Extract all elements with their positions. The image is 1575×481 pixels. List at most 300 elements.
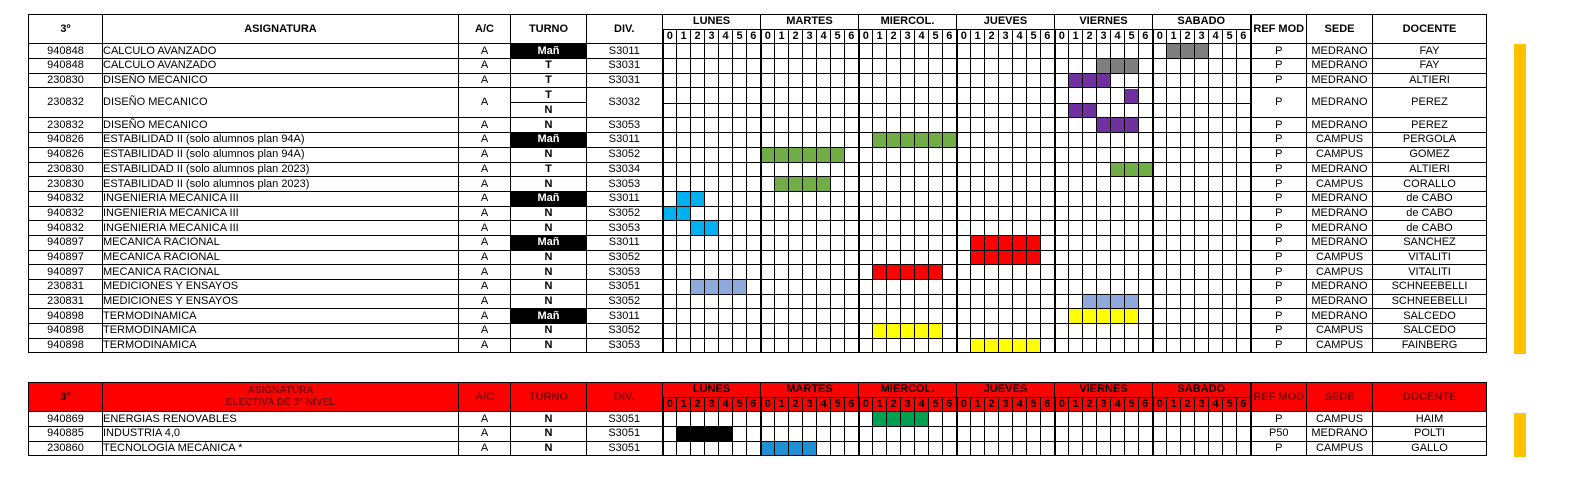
ac-value: A xyxy=(459,324,511,339)
time-slot xyxy=(957,338,971,353)
time-slot xyxy=(1041,309,1055,324)
time-slot xyxy=(789,250,803,265)
time-slot xyxy=(1209,250,1223,265)
class-block xyxy=(915,324,929,339)
time-slot xyxy=(957,118,971,133)
time-slot xyxy=(719,324,733,339)
hour-header: 0 xyxy=(1153,397,1167,412)
time-slot xyxy=(691,73,705,88)
time-slot xyxy=(943,265,957,280)
time-slot xyxy=(1237,280,1251,295)
time-slot xyxy=(733,88,747,118)
ac-value: A xyxy=(459,280,511,295)
hour-header: 4 xyxy=(817,397,831,412)
ac-value: A xyxy=(459,221,511,236)
ac-value: A xyxy=(459,309,511,324)
time-slot xyxy=(943,147,957,162)
time-slot xyxy=(1055,88,1069,118)
time-slot xyxy=(887,88,901,118)
class-block xyxy=(1013,235,1027,250)
time-slot xyxy=(845,235,859,250)
sede-value: CAMPUS xyxy=(1307,250,1373,265)
subject-code: 940897 xyxy=(29,265,103,280)
time-slot xyxy=(1041,59,1055,74)
time-slot xyxy=(1181,412,1195,427)
time-slot xyxy=(1083,133,1097,148)
time-slot xyxy=(747,133,761,148)
day-header: MARTES xyxy=(761,383,859,398)
time-slot xyxy=(1125,44,1139,59)
class-block xyxy=(901,324,915,339)
turno-value xyxy=(511,88,587,118)
time-slot xyxy=(663,338,677,353)
time-slot xyxy=(873,221,887,236)
sede-value: CAMPUS xyxy=(1307,412,1373,427)
time-slot xyxy=(761,250,775,265)
time-slot xyxy=(1083,265,1097,280)
time-slot xyxy=(1083,250,1097,265)
subject-code: 940898 xyxy=(29,309,103,324)
class-block xyxy=(789,441,803,456)
time-slot xyxy=(663,73,677,88)
time-slot xyxy=(1097,412,1111,427)
time-slot xyxy=(887,147,901,162)
time-slot xyxy=(1195,324,1209,339)
time-slot xyxy=(1167,309,1181,324)
time-slot xyxy=(1041,177,1055,192)
time-slot xyxy=(1181,73,1195,88)
sede-value: MEDRANO xyxy=(1307,221,1373,236)
hour-header: 0 xyxy=(663,29,677,44)
time-slot xyxy=(985,309,999,324)
time-slot xyxy=(845,294,859,309)
time-slot xyxy=(859,88,873,118)
time-slot xyxy=(943,250,957,265)
time-slot xyxy=(985,177,999,192)
time-slot xyxy=(775,309,789,324)
class-block xyxy=(985,250,999,265)
class-block xyxy=(1111,294,1125,309)
ref-mod-value: P xyxy=(1251,280,1307,295)
time-slot xyxy=(1209,177,1223,192)
time-slot xyxy=(705,44,719,59)
time-slot xyxy=(1223,280,1237,295)
time-slot xyxy=(873,441,887,456)
time-slot xyxy=(719,221,733,236)
time-slot xyxy=(1181,427,1195,442)
time-slot xyxy=(775,250,789,265)
time-slot xyxy=(691,162,705,177)
time-slot xyxy=(999,280,1013,295)
class-block xyxy=(1125,59,1139,74)
time-slot xyxy=(733,191,747,206)
day-header: JUEVES xyxy=(957,383,1055,398)
time-slot xyxy=(677,177,691,192)
time-slot xyxy=(971,412,985,427)
time-slot xyxy=(1223,147,1237,162)
time-slot xyxy=(747,294,761,309)
hour-header: 5 xyxy=(929,397,943,412)
time-slot xyxy=(747,427,761,442)
hour-header: 4 xyxy=(1209,29,1223,44)
time-slot xyxy=(1181,191,1195,206)
ac-value: A xyxy=(459,177,511,192)
class-block xyxy=(1097,309,1111,324)
time-slot xyxy=(1013,118,1027,133)
time-slot xyxy=(1223,235,1237,250)
time-slot xyxy=(1111,88,1125,118)
time-slot xyxy=(677,147,691,162)
time-slot xyxy=(691,309,705,324)
time-slot xyxy=(999,59,1013,74)
time-slot xyxy=(859,235,873,250)
turno-item: T xyxy=(545,89,552,102)
class-block xyxy=(873,324,887,339)
time-slot xyxy=(1041,441,1055,456)
time-slot xyxy=(705,59,719,74)
class-block xyxy=(691,427,705,442)
turno-value: N xyxy=(511,265,587,280)
class-block xyxy=(719,427,733,442)
time-slot xyxy=(761,427,775,442)
time-slot xyxy=(733,206,747,221)
hour-header: 6 xyxy=(1139,29,1153,44)
time-slot xyxy=(719,162,733,177)
time-slot xyxy=(1223,309,1237,324)
time-slot xyxy=(1027,309,1041,324)
docente-value: de CABO xyxy=(1373,221,1487,236)
time-slot xyxy=(663,324,677,339)
time-slot xyxy=(845,206,859,221)
time-slot xyxy=(831,191,845,206)
time-slot xyxy=(677,88,691,118)
class-block xyxy=(1083,73,1097,88)
time-slot xyxy=(691,412,705,427)
time-slot xyxy=(971,324,985,339)
time-slot xyxy=(915,427,929,442)
ac-header: A/C xyxy=(459,15,511,44)
sede-value: MEDRANO xyxy=(1307,280,1373,295)
time-slot xyxy=(901,118,915,133)
time-slot xyxy=(1055,250,1069,265)
time-slot xyxy=(1209,162,1223,177)
division-value: S3053 xyxy=(587,177,663,192)
time-slot xyxy=(1195,412,1209,427)
class-block xyxy=(691,191,705,206)
time-slot xyxy=(915,73,929,88)
subject-name: ESTABILIDAD II (solo alumnos plan 2023) xyxy=(103,177,459,192)
time-slot xyxy=(957,162,971,177)
time-slot xyxy=(817,221,831,236)
subject-name: DISEÑO MECANICO xyxy=(103,73,459,88)
turno-value: Mañ xyxy=(511,191,587,206)
time-slot xyxy=(789,191,803,206)
time-slot xyxy=(1083,59,1097,74)
time-slot xyxy=(915,221,929,236)
subject-name: TERMODINAMICA xyxy=(103,324,459,339)
division-value: S3011 xyxy=(587,191,663,206)
time-slot xyxy=(1125,221,1139,236)
time-slot xyxy=(831,235,845,250)
time-slot xyxy=(873,206,887,221)
hour-header: 6 xyxy=(1041,29,1055,44)
time-slot xyxy=(999,177,1013,192)
subject-name: INGENIERIA MECANICA III xyxy=(103,191,459,206)
time-slot xyxy=(733,412,747,427)
subject-name: MEDICIONES Y ENSAYOS xyxy=(103,280,459,295)
time-slot xyxy=(943,177,957,192)
time-slot xyxy=(789,324,803,339)
table-row xyxy=(29,88,1487,118)
time-slot xyxy=(1153,280,1167,295)
time-slot xyxy=(1013,441,1027,456)
time-slot xyxy=(1041,427,1055,442)
time-slot xyxy=(1041,206,1055,221)
time-slot xyxy=(845,412,859,427)
time-slot xyxy=(733,441,747,456)
class-block xyxy=(803,177,817,192)
class-block xyxy=(761,147,775,162)
time-slot xyxy=(1055,309,1069,324)
time-slot xyxy=(985,294,999,309)
class-block xyxy=(1027,338,1041,353)
time-slot xyxy=(705,118,719,133)
time-slot xyxy=(859,162,873,177)
time-slot xyxy=(859,250,873,265)
table-row xyxy=(29,324,1487,339)
turno-value: N xyxy=(511,206,587,221)
class-block xyxy=(761,441,775,456)
time-slot xyxy=(803,133,817,148)
time-slot xyxy=(1153,338,1167,353)
time-slot xyxy=(845,73,859,88)
ac-value: A xyxy=(459,250,511,265)
time-slot xyxy=(901,235,915,250)
subject-code: 940898 xyxy=(29,338,103,353)
time-slot xyxy=(775,191,789,206)
time-slot xyxy=(1139,324,1153,339)
time-slot xyxy=(817,441,831,456)
time-slot xyxy=(789,221,803,236)
time-slot xyxy=(915,162,929,177)
time-slot xyxy=(803,265,817,280)
time-slot xyxy=(1041,324,1055,339)
ref-mod-value: P xyxy=(1251,294,1307,309)
hour-header: 3 xyxy=(1097,29,1111,44)
turno-value: Mañ xyxy=(511,235,587,250)
time-slot xyxy=(803,280,817,295)
time-slot xyxy=(705,309,719,324)
time-slot xyxy=(733,235,747,250)
time-slot xyxy=(1237,265,1251,280)
time-slot xyxy=(1223,412,1237,427)
turno-value: Mañ xyxy=(511,44,587,59)
time-slot xyxy=(817,44,831,59)
time-slot xyxy=(1111,338,1125,353)
hour-header: 5 xyxy=(1027,397,1041,412)
time-slot xyxy=(1055,73,1069,88)
class-block xyxy=(1027,235,1041,250)
hour-header: 1 xyxy=(1069,397,1083,412)
turno-value: Mañ xyxy=(511,133,587,148)
time-slot xyxy=(1181,265,1195,280)
time-slot xyxy=(901,191,915,206)
time-slot xyxy=(831,88,845,118)
time-slot xyxy=(1069,427,1083,442)
time-slot xyxy=(789,338,803,353)
docente-value: SANCHEZ xyxy=(1373,235,1487,250)
time-slot xyxy=(859,441,873,456)
time-slot xyxy=(747,162,761,177)
division-value: S3051 xyxy=(587,412,663,427)
sede-value: CAMPUS xyxy=(1307,177,1373,192)
time-slot xyxy=(831,221,845,236)
time-slot xyxy=(1139,265,1153,280)
time-slot xyxy=(943,338,957,353)
subject-code: 230830 xyxy=(29,162,103,177)
time-slot xyxy=(1069,280,1083,295)
class-block xyxy=(1125,118,1139,133)
time-slot xyxy=(887,294,901,309)
time-slot xyxy=(957,147,971,162)
time-slot xyxy=(1097,338,1111,353)
time-slot xyxy=(859,412,873,427)
time-slot xyxy=(803,235,817,250)
turno-value: N xyxy=(511,221,587,236)
time-slot xyxy=(761,221,775,236)
class-block xyxy=(705,221,719,236)
time-slot xyxy=(1055,191,1069,206)
time-slot xyxy=(859,177,873,192)
class-block xyxy=(985,235,999,250)
hour-header: 3 xyxy=(901,397,915,412)
time-slot xyxy=(1223,73,1237,88)
hour-header: 4 xyxy=(915,29,929,44)
time-slot xyxy=(1209,309,1223,324)
time-slot xyxy=(677,44,691,59)
time-slot xyxy=(1069,235,1083,250)
table-row xyxy=(29,59,1487,74)
time-slot xyxy=(1195,88,1209,118)
time-slot xyxy=(929,309,943,324)
hour-header: 6 xyxy=(747,397,761,412)
time-slot xyxy=(775,59,789,74)
time-slot xyxy=(845,265,859,280)
division-value: S3011 xyxy=(587,133,663,148)
time-slot xyxy=(999,118,1013,133)
sede-value: MEDRANO xyxy=(1307,162,1373,177)
time-slot xyxy=(1083,427,1097,442)
time-slot xyxy=(1125,235,1139,250)
asignatura-header: ASIGNATURA xyxy=(103,15,459,44)
time-slot xyxy=(705,133,719,148)
time-slot xyxy=(845,309,859,324)
ac-value: A xyxy=(459,206,511,221)
time-slot xyxy=(1195,191,1209,206)
class-block xyxy=(929,265,943,280)
time-slot xyxy=(845,44,859,59)
time-slot xyxy=(705,88,719,118)
time-slot xyxy=(691,118,705,133)
time-slot xyxy=(971,88,985,118)
time-slot xyxy=(901,177,915,192)
ref-mod-value: P xyxy=(1251,133,1307,148)
time-slot xyxy=(1027,162,1041,177)
time-slot xyxy=(1111,221,1125,236)
hour-header: 6 xyxy=(943,397,957,412)
time-slot xyxy=(1111,265,1125,280)
time-slot xyxy=(803,294,817,309)
time-slot xyxy=(873,280,887,295)
time-slot xyxy=(761,177,775,192)
hour-header: 4 xyxy=(719,29,733,44)
turno-header: TURNO xyxy=(511,15,587,44)
division-value: S3011 xyxy=(587,235,663,250)
time-slot xyxy=(985,280,999,295)
time-slot xyxy=(1069,221,1083,236)
sede-value: CAMPUS xyxy=(1307,441,1373,456)
time-slot xyxy=(1167,133,1181,148)
class-block xyxy=(1097,73,1111,88)
time-slot xyxy=(929,88,943,118)
time-slot xyxy=(803,162,817,177)
division-value: S3051 xyxy=(587,280,663,295)
time-slot xyxy=(887,280,901,295)
sede-header: SEDE xyxy=(1307,383,1373,412)
time-slot xyxy=(1181,88,1195,118)
time-slot xyxy=(1069,88,1083,118)
docente-value: ALTIERI xyxy=(1373,73,1487,88)
subject-code: 940897 xyxy=(29,235,103,250)
docente-value: VITALITI xyxy=(1373,265,1487,280)
time-slot xyxy=(873,309,887,324)
time-slot xyxy=(775,88,789,118)
hour-header: 4 xyxy=(1013,29,1027,44)
time-slot xyxy=(719,309,733,324)
time-slot xyxy=(1167,250,1181,265)
division-value: S3011 xyxy=(587,309,663,324)
time-slot xyxy=(845,88,859,118)
time-slot xyxy=(943,221,957,236)
hour-header: 4 xyxy=(1013,397,1027,412)
year-header: 3º xyxy=(29,15,103,44)
side-bar-main xyxy=(1514,44,1526,354)
time-slot xyxy=(733,250,747,265)
time-slot xyxy=(915,44,929,59)
time-slot xyxy=(1223,191,1237,206)
time-slot xyxy=(859,338,873,353)
time-slot xyxy=(859,191,873,206)
class-block xyxy=(1069,309,1083,324)
time-slot xyxy=(663,147,677,162)
time-slot xyxy=(663,118,677,133)
time-slot xyxy=(677,235,691,250)
time-slot xyxy=(1041,250,1055,265)
time-slot xyxy=(1153,88,1167,118)
time-slot xyxy=(705,73,719,88)
time-slot xyxy=(859,309,873,324)
time-slot xyxy=(1111,191,1125,206)
time-slot xyxy=(1069,441,1083,456)
time-slot xyxy=(1139,235,1153,250)
time-slot xyxy=(1027,206,1041,221)
hour-header: 1 xyxy=(1069,29,1083,44)
time-slot xyxy=(1153,206,1167,221)
time-slot xyxy=(1125,177,1139,192)
time-slot xyxy=(1027,44,1041,59)
time-slot xyxy=(803,324,817,339)
time-slot xyxy=(1083,221,1097,236)
